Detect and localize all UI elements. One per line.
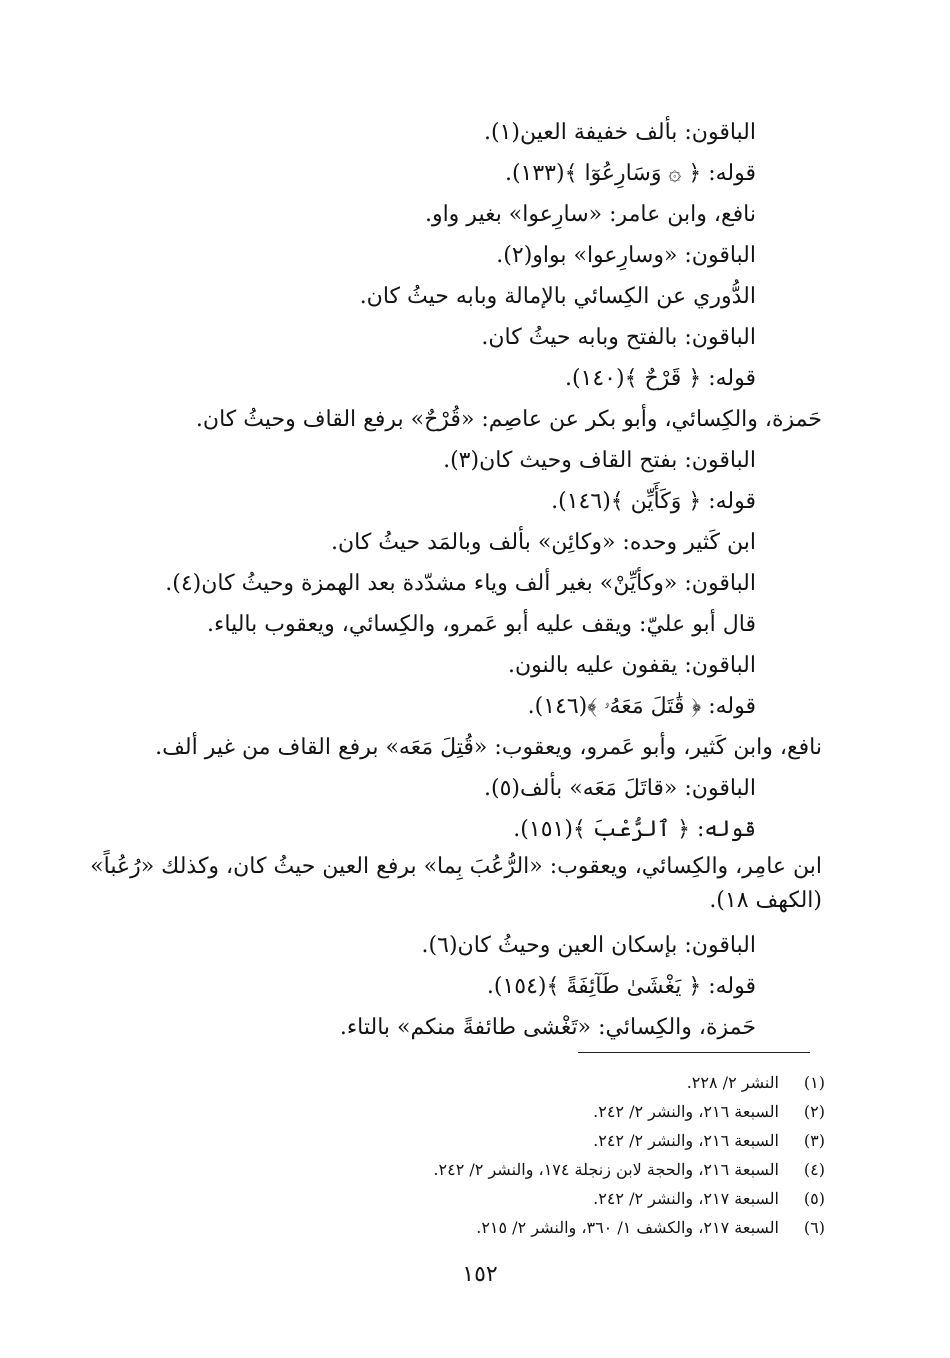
footnote-number: (٤): [803, 1160, 825, 1179]
text-line: قوله: ﴿ ٱلرُّعْبَ ﴾(١٥١).: [513, 817, 756, 842]
text-line: نافع، وابن عامر: «سارِعوا» بغير واو.: [424, 202, 756, 227]
text-line: قوله: ﴿ وَكَأَيِّن ﴾(١٤٦).: [551, 489, 756, 514]
footnotes: [200, 1068, 825, 1242]
page-number: ١٥٢: [462, 1262, 498, 1287]
text-line: الباقون: «قاتَلَ مَعَه» بألف(٥).: [484, 776, 756, 801]
text-line: الباقون: «وسارِعوا» بواو(٢).: [496, 243, 756, 268]
text-line: ابن عامِر، والكِسائي، ويعقوب: «الرُّعُبَ بِما» برفع العين حيثُ كان، وكذلك «رُعُباً» (الكهف ١٨).: [90, 854, 822, 913]
text-line: الباقون: بفتح القاف وحيث كان(٣).: [443, 448, 756, 473]
text-line: حَمزة، والكِسائي: «تَغْشى طائفةً منكم» بالتاء.: [339, 1015, 756, 1040]
text-line: الباقون: بالفتح وبابه حيثُ كان.: [481, 325, 756, 350]
text-line: حَمزة، والكِسائي، وأبو بكر عن عاصِم: «قُرْحٌ» برفع القاف وحيثُ كان.: [195, 407, 822, 432]
main-text-block: [60, 112, 822, 1048]
footnote-number: (٣): [803, 1131, 825, 1150]
footnote-item: [200, 1126, 825, 1155]
text-line: قوله: ﴿ قَٰتَلَ مَعَهُۥ ﴾(١٤٦).: [527, 694, 756, 719]
footnote-text: السبعة ٢١٧، والكشف ١/ ٣٦٠، والنشر ٢/ ٢١٥.: [476, 1218, 779, 1237]
text-line: قال أبو عليّ: ويقف عليه أبو عَمرو، والكِسائي، ويعقوب بالياء.: [207, 612, 756, 637]
footnote-item: [200, 1068, 825, 1097]
footnote-number: (١): [803, 1073, 825, 1092]
text-line: قوله: ﴿ ۞ وَسَارِعُوٓا ﴾(١٣٣).: [504, 161, 756, 186]
footnote-item: [200, 1097, 825, 1126]
footnote-text: السبعة ٢١٦، والحجة لابن زنجلة ١٧٤، والنشر ٢/ ٢٤٢.: [433, 1160, 779, 1179]
footnote-number: (٦): [803, 1218, 825, 1237]
text-line: الباقون: بألف خفيفة العين(١).: [484, 120, 756, 145]
footnote-number: (٢): [803, 1102, 825, 1121]
footnote-text: النشر ٢/ ٢٢٨.: [686, 1073, 779, 1092]
footnote-number: (٥): [803, 1189, 825, 1208]
footnote-item: [200, 1155, 825, 1184]
text-line: نافع، وابن كَثير، وأبو عَمرو، ويعقوب: «قُتِلَ مَعَه» برفع القاف من غير ألف.: [155, 735, 822, 760]
text-line: الدُّوري عن الكِسائي بالإمالة وبابه حيثُ كان.: [359, 284, 756, 309]
footnote-text: السبعة ٢١٦، والنشر ٢/ ٢٤٢.: [593, 1131, 779, 1150]
text-line: الباقون: بإسكان العين وحيثُ كان(٦).: [421, 933, 756, 958]
text-line: قوله: ﴿ يَغْشَىٰ طَآئِفَةً ﴾(١٥٤).: [486, 974, 756, 999]
text-line: الباقون: «وكأيِّنْ» بغير ألف وياء مشدّدة بعد الهمزة وحيثُ كان(٤).: [165, 571, 756, 596]
text-line: ابن كَثير وحده: «وكائِن» بألف وبالمَد حيثُ كان.: [330, 530, 756, 555]
footnote-item: [200, 1184, 825, 1213]
text-line: الباقون: يقفون عليه بالنون.: [507, 653, 756, 678]
footnote-text: السبعة ٢١٦، والنشر ٢/ ٢٤٢.: [593, 1102, 779, 1121]
text-line: قوله: ﴿ قَرْحٌ ﴾(١٤٠).: [564, 366, 756, 391]
footnote-text: السبعة ٢١٧، والنشر ٢/ ٢٤٢.: [593, 1189, 779, 1208]
footnote-item: [200, 1213, 825, 1242]
footnote-divider: [578, 1052, 810, 1053]
